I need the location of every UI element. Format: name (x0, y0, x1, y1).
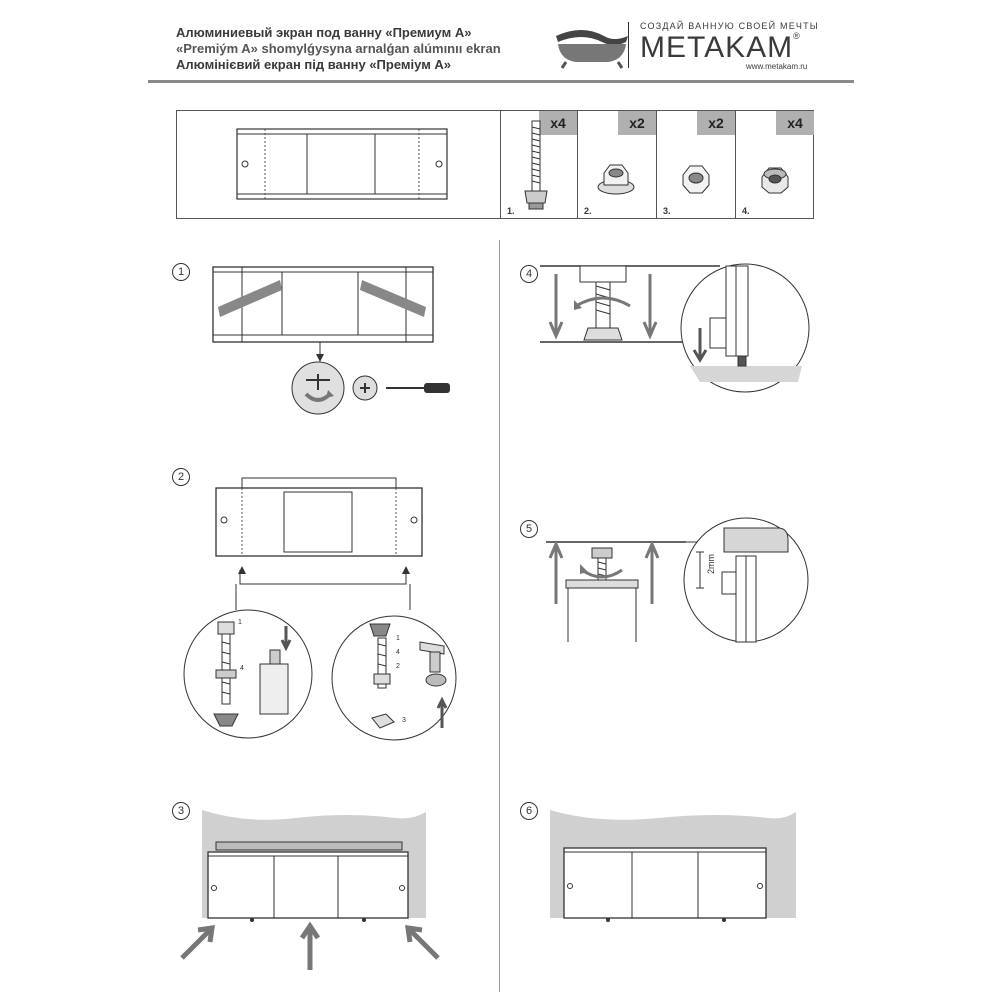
step-3-badge: 3 (172, 802, 190, 820)
part-2-quantity: x2 (618, 111, 656, 135)
part-2-number: 2. (584, 206, 592, 216)
step-5-illustration (540, 512, 820, 662)
lock-nut-icon (758, 163, 792, 195)
step-4-badge: 4 (520, 265, 538, 283)
part-4-quantity: x4 (776, 111, 814, 135)
step-1-illustration (210, 262, 460, 422)
callout-step2-left-4: 4 (240, 665, 244, 672)
title-kz: «Premiým A» shomylǵysyna arnalǵan alúmınıı ekran (176, 41, 501, 56)
gap-label: 2mm (706, 554, 716, 574)
part-cell-3 (656, 111, 735, 218)
logo-brand (640, 31, 801, 65)
callout-step2-right-1: 1 (396, 635, 400, 642)
step-2-badge: 2 (172, 468, 190, 486)
part-1-number: 1. (507, 206, 515, 216)
step-4-illustration (540, 260, 820, 400)
brand-text: METAKAM (640, 31, 794, 64)
part-3-number: 3. (663, 206, 671, 216)
screen-front-view (237, 129, 449, 201)
title-ua: Алюмінієвий екран під ванну «Преміум А» (176, 57, 452, 72)
part-cell-4 (735, 111, 814, 218)
callout-step2-right-2: 2 (396, 663, 400, 670)
part-cell-2 (577, 111, 656, 218)
callout-step2-left-1: 1 (238, 619, 242, 626)
header-rule (148, 80, 854, 83)
callout-step2-right-4: 4 (396, 649, 400, 656)
registered-mark: ® (793, 31, 801, 41)
logo-divider (628, 22, 629, 68)
step-6-badge: 6 (520, 802, 538, 820)
logo-slogan: СОЗДАЙ ВАННУЮ СВОЕЙ МЕЧТЫ (640, 21, 819, 31)
step-6-illustration (548, 808, 808, 938)
logo-website: www.metakam.ru (746, 62, 808, 71)
flange-nut-icon (596, 161, 636, 197)
step-5-badge: 5 (520, 520, 538, 538)
hex-nut-icon (679, 163, 713, 195)
part-4-number: 4. (742, 206, 750, 216)
step-1-badge: 1 (172, 263, 190, 281)
leveling-bolt-icon (521, 119, 551, 214)
part-3-quantity: x2 (697, 111, 735, 135)
part-cell-1 (500, 111, 577, 218)
part-1-quantity: x4 (539, 111, 577, 135)
step-3-illustration (176, 808, 446, 988)
column-divider (499, 240, 500, 992)
step-2-illustration (174, 474, 454, 744)
callout-step2-right-3: 3 (402, 717, 406, 724)
bathtub-logo-icon (552, 22, 632, 70)
parts-table (176, 110, 814, 219)
title-ru: Алюминиевый экран под ванну «Премиум А» (176, 25, 472, 40)
